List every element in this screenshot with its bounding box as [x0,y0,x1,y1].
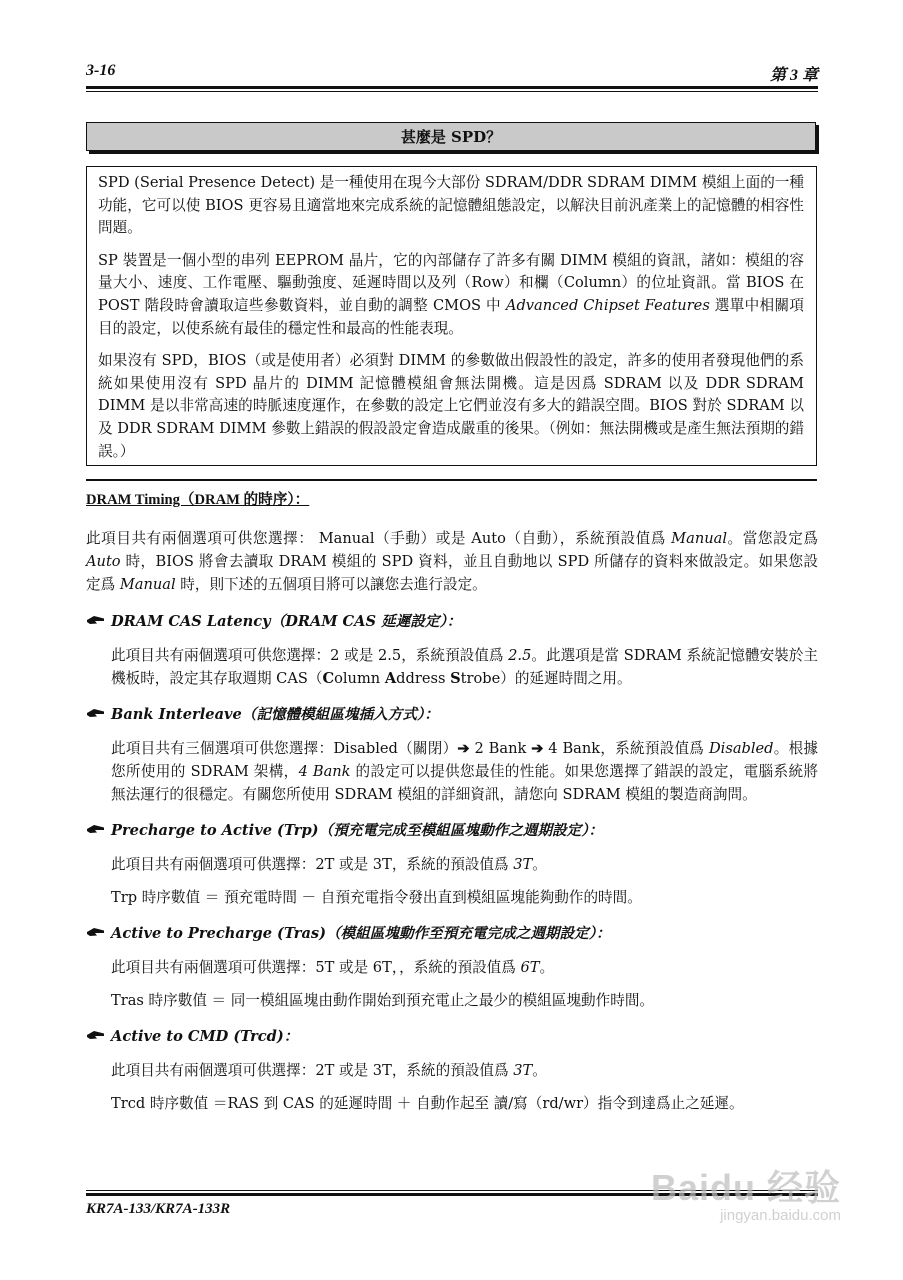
spd-info-box [86,166,817,466]
arrow-right-icon: ➔ [531,740,544,757]
item-bank-interleave-heading: Bank Interleave（記憶體模組區塊插入方式）： [86,703,818,724]
spd-box-title: 甚麼是 SPD？ [86,122,816,151]
spd-paragraph-2: SP 裝置是一個小型的串列 EEPROM 晶片，它的內部儲存了許多有關 DIMM 模組的資訊，諸如：模組的容量大小、速度、工作電壓、驅動強度、延遲時間以及列（Row）和欄（Column）的位址資訊。當 BIOS 在 POST 階段時會讀取這些參數資料，並自動的調整 CMOS 中 Advanced Chipset Features 選單中相關項目的設定，以使系統有最佳的穩定性和最高的性能表現。 [98,251,804,337]
item-trcd-desc: 此項目共有兩個選項可供選擇：2T 或是 3T，系統的預設值爲 3T。 [111,1062,547,1079]
baidu-logo: Baidu 经验 [650,1167,841,1208]
item-cas-latency-desc: 此項目共有兩個選項可供您選擇：2 或是 2.5，系統預設值爲 2.5。此選項是當 SDRAM 系統記憶體安裝於主機板時，設定其存取週期 CAS（Column Address Strobe）的延遲時間之用。 [111,647,818,687]
model-name: KR7A-133/KR7A-133R [86,1201,231,1217]
baidu-watermark [651,1160,841,1224]
chapter-label: 第 3 章 [769,67,818,84]
pointing-hand-icon [86,821,105,838]
item-tras-heading: Active to Precharge (Tras)（模組區塊動作至預充電完成之週期設定）： [86,922,818,943]
page-number: 3-16 [86,62,116,79]
item-trp-desc: 此項目共有兩個選項可供選擇：2T 或是 3T，系統的預設值爲 3T。 [111,856,547,873]
pointing-hand-icon [86,924,105,941]
item-trp-formula: Trp 時序數值 ＝ 預充電時間 － 自預充電指令發出直到模組區塊能夠動作的時間。 [111,889,642,906]
pointing-hand-icon [86,612,105,629]
spd-paragraph-3: 如果沒有 SPD，BIOS（或是使用者）必須對 DIMM 的參數做出假設性的設定，許多的使用者發現他們的系統如果使用沒有 SPD 晶片的 DIMM 記憶體模組會無法開機。這是因爲 SDRAM 以及 DDR SDRAM DIMM 是以非常高速的時脈速度運作，在參數的設定上它們並沒有多大的錯誤空間。BIOS 對於 SDRAM 以及 DDR SDRAM DIMM 參數上錯誤的假設設定會造成嚴重的後果。（例如：無法開機或是產生無法預期的錯誤。） [98,352,804,460]
item-trp-heading: Precharge to Active (Trp)（預充電完成至模組區塊動作之週期設定）： [86,819,818,840]
dram-timing-title: DRAM Timing（DRAM 的時序）： [86,492,310,508]
item-tras-formula: Tras 時序數值 ＝ 同一模組區塊由動作開始到預充電止之最少的模組區塊動作時間。 [111,992,655,1009]
pointing-hand-icon [86,705,105,722]
item-tras-desc: 此項目共有兩個選項可供選擇：5T 或是 6T，，系統的預設值爲 6T。 [111,959,555,976]
item-trcd-formula: Trcd 時序數值 ＝RAS 到 CAS 的延遲時間 ＋ 自動作起至 讀/寫（rd/wr）指令到達爲止之延遲。 [111,1095,744,1112]
item-bank-interleave-desc: 此項目共有三個選項可供您選擇：Disabled（關閉）➔ 2 Bank ➔ 4 Bank，系統預設值爲 Disabled。根據您所使用的 SDRAM 架構，4 Bank 的設定可以提供您最佳的性能。如果您選擇了錯誤的設定，電腦系統將無法運行的很穩定。有關您所使用 SDRAM 模組的詳細資訊，請您向 SDRAM 模組的製造商詢問。 [111,740,819,803]
pointing-hand-icon [86,1027,105,1044]
dram-timing-section [86,488,818,1115]
arrow-right-icon: ➔ [457,740,470,757]
item-trcd-heading: Active to CMD (Trcd)： [86,1025,818,1046]
section-divider [86,479,817,481]
dram-timing-intro: 此項目共有兩個選項可供您選擇： Manual（手動）或是 Auto（自動），系統預設值爲 Manual。當您設定爲 Auto 時，BIOS 將會去讀取 DRAM 模組的 SPD 資料，並且自動地以 SPD 所儲存的資料來做設定。如果您設定爲 Manual 時，則下述的五個項目將可以讓您去進行設定。 [86,530,818,593]
watermark-url: jingyan.baidu.com [720,1207,841,1224]
item-cas-latency-heading: DRAM CAS Latency（DRAM CAS 延遲設定）： [86,610,818,631]
header-rule-thin [86,91,818,92]
spd-paragraph-1: SPD (Serial Presence Detect) 是一種使用在現今大部份 SDRAM/DDR SDRAM DIMM 模組上面的一種功能，它可以使 BIOS 更容易且適當地來完成系統的記憶體組態設定，以解決目前汎產業上的記憶體的相容性問題。 [98,174,804,237]
header-rule [86,86,818,89]
